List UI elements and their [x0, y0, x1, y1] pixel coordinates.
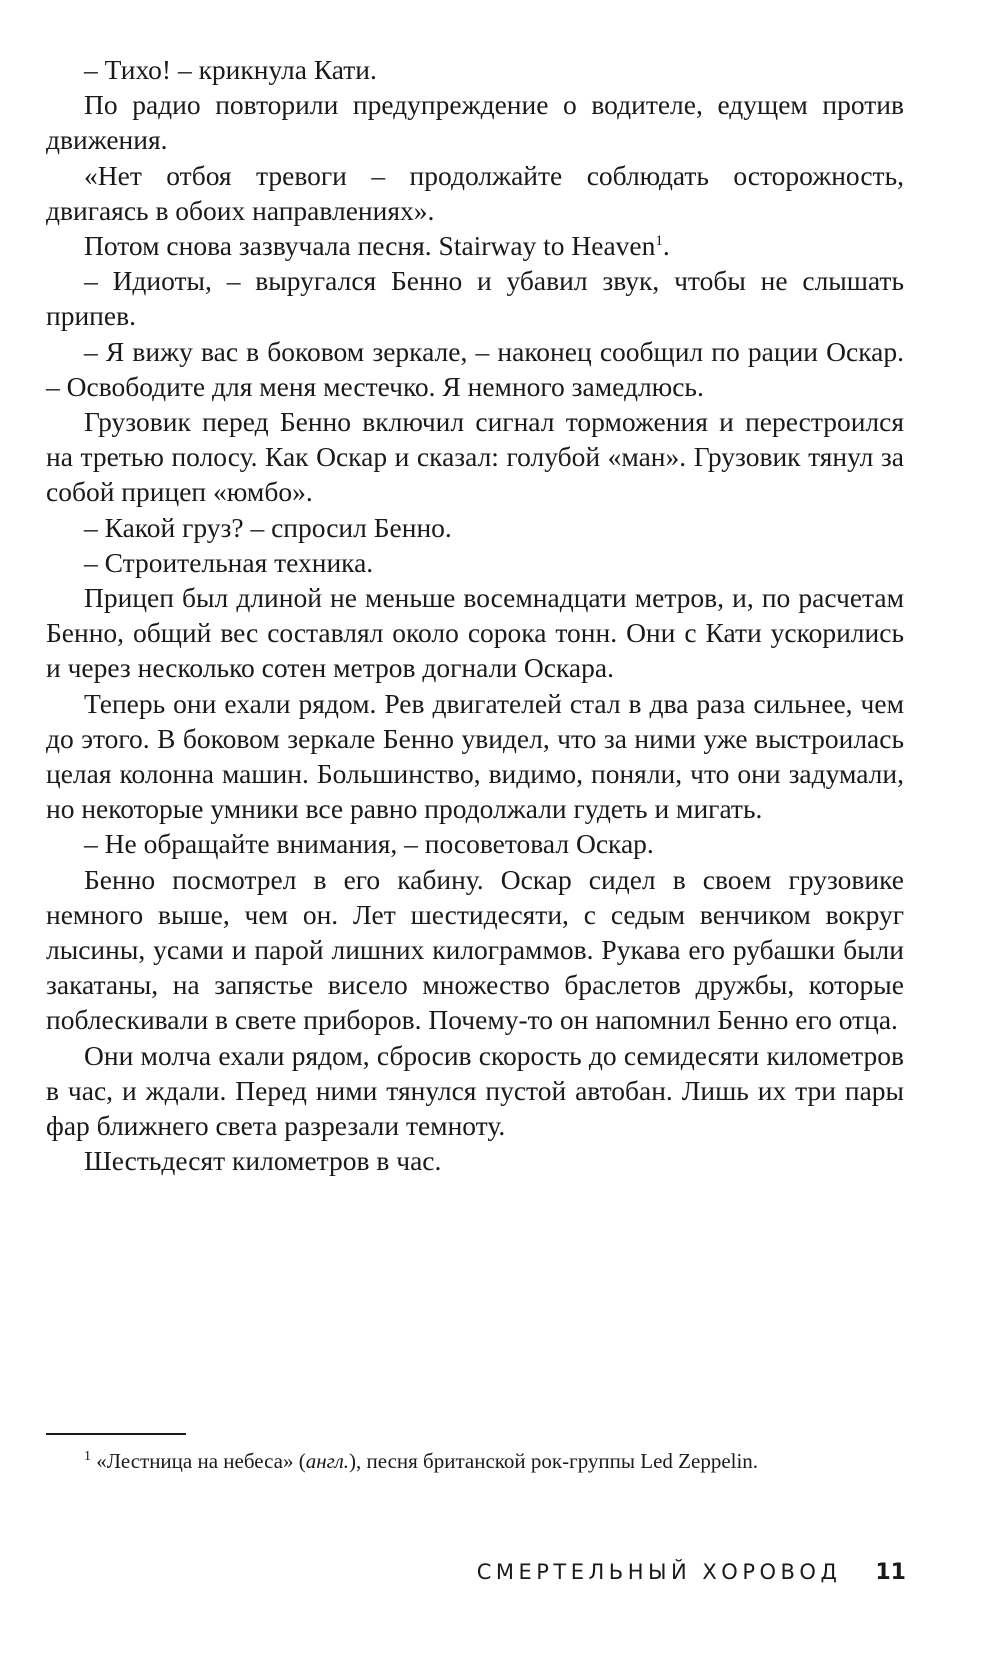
paragraph-9: – Строительная техника.: [84, 546, 374, 578]
page-number: 11: [875, 1559, 906, 1585]
paragraph-6: – Я вижу вас в боковом зеркале, – наконец сообщил по рации Оскар. – Освободите для меня местечко. Я немного замедлюсь.: [46, 335, 904, 402]
paragraph-2: По радио повторили предупреждение о водителе, едущем против движения.: [46, 89, 904, 156]
paragraph-5: – Идиоты, – выругался Бенно и убавил звук, чтобы не слышать припев.: [46, 265, 904, 332]
footnote-text-after: ), песня британской рок-группы Led Zeppelin.: [349, 1449, 759, 1473]
paragraph-10: Прицеп был длиной не меньше восемнадцати метров, и, по расчетам Бенно, общий вес составлял около сорока тонн. Они с Кати ускорились и через несколько сотен метров догнали Оскара.: [46, 582, 904, 684]
footnote-divider: [46, 1433, 186, 1435]
paragraph-15: Шестьдесят километров в час.: [84, 1145, 442, 1177]
footnote-language: англ.: [305, 1449, 349, 1473]
paragraph-11: Теперь они ехали рядом. Рев двигателей стал в два раза сильнее, чем до этого. В боковом зеркале Бенно увидел, что за ними уже выстроилась целая колонна машин. Большинство, видимо, поняли, что они задумали, но некоторые умники все равно продолжали гудеть и мигать.: [46, 687, 904, 825]
footnote-text-before: «Лестница на небеса» (: [96, 1449, 306, 1473]
paragraph-4-end: .: [662, 230, 670, 262]
paragraph-7: Грузовик перед Бенно включил сигнал торможения и перестроился на третью полосу. Как Оскар и сказал: голубой «ман». Грузовик тянул за собой прицеп «юмбо».: [46, 406, 904, 508]
page-body: [46, 52, 904, 1179]
paragraph-14: Они молча ехали рядом, сбросив скорость до семидесяти километров в час, и ждали. Перед ними тянулся пустой автобан. Лишь их три пары фар ближнего света разрезали темноту.: [46, 1039, 904, 1142]
footnote: [46, 1447, 904, 1475]
footnote-mark: 1: [84, 1449, 91, 1464]
book-title: СМЕРТЕЛЬНЫЙ ХОРОВОД: [476, 1560, 842, 1584]
paragraph-4-text: Потом снова зазвучала песня. Stairway to Heaven: [84, 230, 656, 262]
main-text: [46, 52, 904, 1179]
paragraph-8: – Какой груз? – спросил Бенно.: [84, 511, 452, 543]
paragraph-3: «Нет отбоя тревоги – продолжайте соблюдать осторожность, двигаясь в обоих направлениях».: [46, 159, 904, 226]
footnote-reference[interactable]: 1: [655, 232, 663, 249]
paragraph-12: – Не обращайте внимания, – посоветовал Оскар.: [84, 828, 654, 860]
paragraph-4: [46, 228, 904, 263]
running-footer: [46, 1552, 906, 1592]
paragraph-13: Бенно посмотрел в его кабину. Оскар сидел в своем грузовике немного выше, чем он. Лет шестидесяти, с седым венчиком вокруг лысины, усами и парой лишних килограммов. Рукава его рубашки были закатаны, на запястье висело множество браслетов дружбы, которые поблескивали в свете приборов. Почему-то он напомнил Бенно его отца.: [46, 863, 904, 1036]
paragraph-1: – Тихо! – крикнула Кати.: [84, 54, 377, 85]
